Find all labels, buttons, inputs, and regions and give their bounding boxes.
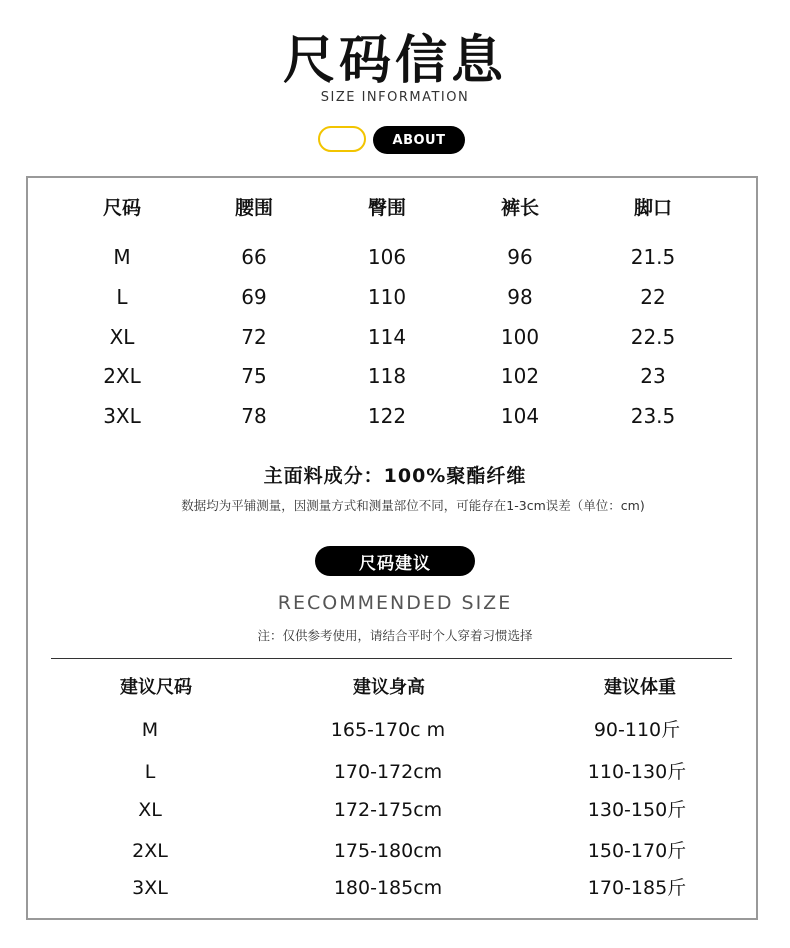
cell-waist: 78 xyxy=(241,404,267,428)
table-row xyxy=(28,757,758,787)
cell-waist: 69 xyxy=(241,285,267,309)
cell-size: 3XL xyxy=(103,404,141,428)
about-pill: ABOUT xyxy=(373,126,465,154)
recommend-table-header xyxy=(28,673,758,703)
cell-hem: 23.5 xyxy=(630,404,676,428)
cell-rec-size: 3XL xyxy=(132,877,168,899)
about-tab-group xyxy=(318,126,468,154)
cell-rec-height: 180-185cm xyxy=(333,877,443,899)
cell-rec-height: 172-175cm xyxy=(333,799,443,821)
cell-hip: 114 xyxy=(367,325,407,349)
cell-rec-size: 2XL xyxy=(132,840,168,862)
cell-rec-weight: 150-170斤 xyxy=(587,840,687,862)
column-header-rec-weight: 建议体重 xyxy=(604,677,676,698)
cell-size: M xyxy=(113,245,131,269)
cell-length: 96 xyxy=(507,245,533,269)
column-header-length: 裤长 xyxy=(500,197,539,219)
table-row xyxy=(28,401,758,431)
cell-rec-height: 170-172cm xyxy=(333,761,443,783)
cell-size: XL xyxy=(109,325,135,349)
cell-rec-size: L xyxy=(144,761,156,783)
cell-waist: 72 xyxy=(241,325,267,349)
cell-rec-height: 165-170c m xyxy=(330,719,446,741)
table-row xyxy=(28,361,758,391)
cell-size: L xyxy=(116,285,128,309)
cell-hip: 110 xyxy=(367,285,407,309)
cell-length: 100 xyxy=(500,325,540,349)
table-row xyxy=(28,715,758,745)
cell-length: 102 xyxy=(500,364,540,388)
cell-hem: 23 xyxy=(640,364,666,388)
cell-rec-weight: 170-185斤 xyxy=(587,877,687,899)
table-row xyxy=(28,282,758,312)
cell-waist: 66 xyxy=(241,245,267,269)
table-row xyxy=(28,242,758,272)
table-row xyxy=(28,322,758,352)
cell-length: 104 xyxy=(500,404,540,428)
column-header-size: 尺码 xyxy=(102,197,141,219)
page-title: 尺码信息 xyxy=(282,31,507,91)
cell-rec-height: 175-180cm xyxy=(333,840,443,862)
table-row xyxy=(28,873,758,903)
measurement-note: 数据均为平铺测量，因测量方式和测量部位不同，可能存在1-3cm误差（单位：cm) xyxy=(181,498,645,513)
cell-rec-size: M xyxy=(141,719,159,741)
cell-rec-weight: 110-130斤 xyxy=(587,761,687,783)
cell-hem: 22 xyxy=(640,285,666,309)
fabric-composition: 主面料成分：100%聚酯纤维 xyxy=(263,465,527,487)
page-subtitle: SIZE INFORMATION xyxy=(320,90,470,105)
recommend-subtitle: RECOMMENDED SIZE xyxy=(277,592,513,614)
table-row xyxy=(28,836,758,866)
column-header-hip: 臀围 xyxy=(367,197,406,219)
cell-length: 98 xyxy=(507,285,533,309)
recommend-pill: 尺码建议 xyxy=(315,546,475,576)
cell-rec-weight: 90-110斤 xyxy=(593,719,681,741)
column-header-rec-size: 建议尺码 xyxy=(120,677,192,698)
cell-hem: 21.5 xyxy=(630,245,676,269)
column-header-hem: 脚口 xyxy=(633,197,672,219)
column-header-rec-height: 建议身高 xyxy=(353,677,425,698)
cell-hip: 106 xyxy=(367,245,407,269)
cell-hip: 118 xyxy=(367,364,407,388)
size-table-header xyxy=(28,193,758,223)
outline-pill-decoration xyxy=(318,126,366,152)
table-row xyxy=(28,795,758,825)
cell-hem: 22.5 xyxy=(630,325,676,349)
cell-waist: 75 xyxy=(241,364,267,388)
section-divider xyxy=(51,658,732,659)
cell-size: 2XL xyxy=(103,364,141,388)
cell-rec-weight: 130-150斤 xyxy=(587,799,687,821)
cell-rec-size: XL xyxy=(138,799,162,821)
recommend-note: 注：仅供参考使用，请结合平时个人穿着习惯选择 xyxy=(257,628,533,643)
column-header-waist: 腰围 xyxy=(234,197,273,219)
cell-hip: 122 xyxy=(367,404,407,428)
